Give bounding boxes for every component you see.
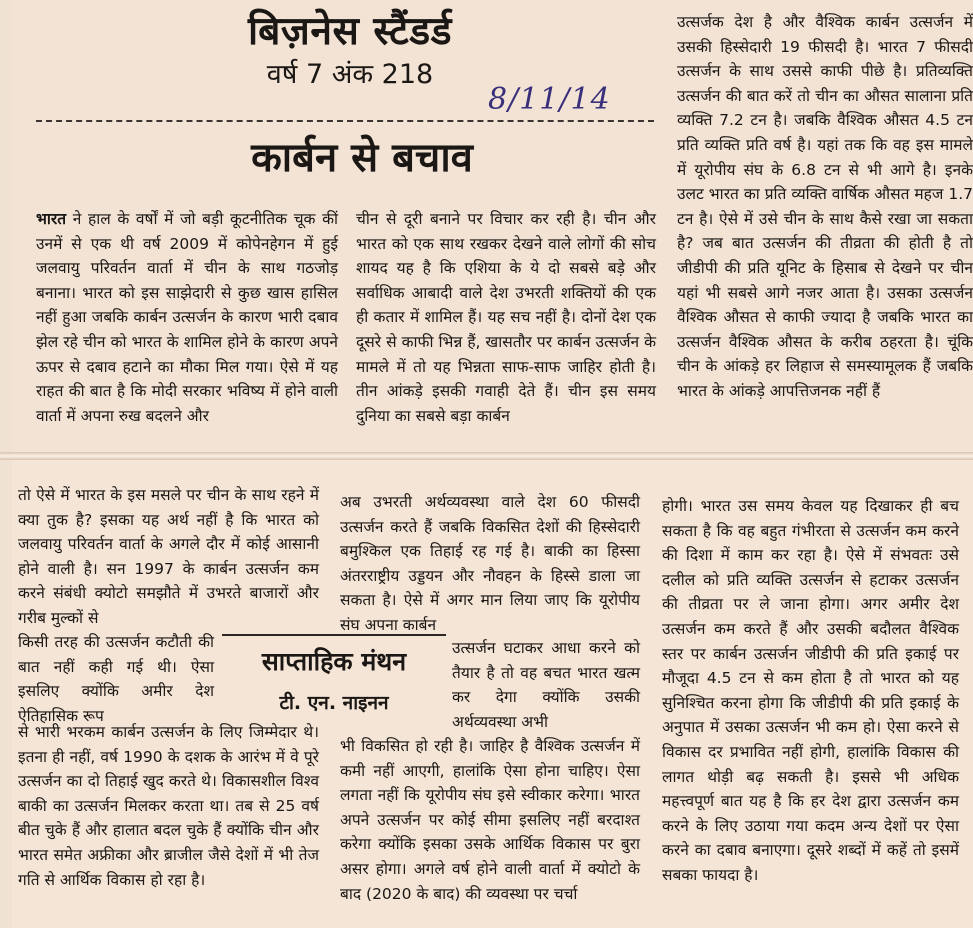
column-text: भी विकसित हो रही है। जाहिर है वैश्विक उत्सर्जन में कमी नहीं आएगी, हालांकि ऐसा होना चाहिए। ऐसा लगता नहीं कि यूरोपीय संघ इसे स्वीकार करेगा। भारत अपने उत्सर्जन पर कोई सीमा इसलिए नहीं बरदाश्त करेगा क्योंकि इसका उसके आर्थिक विकास पर बुरा असर होगा। अगले वर्ष होने वाली वार्ता में क्योटो के बाद (2020 के बाद) की व्यवस्था पर चर्चा (340, 737, 640, 903)
column-text: उत्सर्जन घटाकर आधा करने को तैयार है तो वह बचत भारत खत्म कर देगा क्योंकि उसकी अर्थव्यवस्था अभी (452, 639, 640, 731)
bottom-column-2-bottom (340, 734, 640, 906)
column-text: होगी। भारत उस समय केवल यह दिखाकर ही बच सकता है कि वह बहुत गंभीरता से उत्सर्जन कम करने की दिशा में काम कर रहा है। ऐसे में संभवतः उसे दलील को प्रति व्यक्ति उत्सर्जन से हटाकर उत्सर्जन की तीव्रता पर ले जाना होगा। अगर अमीर देश उत्सर्जन कम करते हैं और उसकी बदौलत वैश्विक स्तर पर कार्बन उत्सर्जन जीडीपी की प्रति इकाई पर मौजूदा 4.5 टन से कम होता है तो भारत को यह सुनिश्चित करना होगा कि जीडीपी की प्रति इकाई के अनुपात में उसका उत्सर्जन भी कम हो। ऐसा करने से विकास दर प्रभावित नहीं होगी, हालांकि विकास की लागत थोड़ी बढ़ सकती है। इससे भी अधिक महत्त्वपूर्ण बात यह है कि हर देश द्वारा उत्सर्जन कम करने के लिए उठाया गया कदम अन्य देशों पर ऐसा करने का दबाव बनाएगा। दूसरे शब्दों में कहें तो इसमें सबका फायदा है। (662, 497, 959, 884)
lead-word: भारत (36, 210, 67, 228)
bottom-column-1-bottom (18, 720, 319, 892)
column-byline-box (222, 634, 446, 718)
bottom-column-1-top (18, 483, 319, 631)
author-name: टी. एन. नाइनन (279, 692, 389, 714)
column-text: किसी तरह की उत्सर्जन कटौती की बात नहीं कही गई थी। ऐसा इसलिए क्योंकि अमीर देश ऐतिहासिक रूप (18, 633, 214, 725)
bottom-column-1-middle (18, 630, 214, 728)
column-text: से भारी भरकम कार्बन उत्सर्जन के लिए जिम्मेदार थे। इतना ही नहीं, वर्ष 1990 के दशक के आरंभ में वे पूरे उत्सर्जन का दो तिहाई खुद करते थे। विकासशील विश्व बाकी का उत्सर्जन मिलकर करता था। तब से 25 वर्ष बीत चुके हैं और हालात बदल चुके हैं क्योंकि चीन और भारत समेत अफ्रीका और ब्राजील जैसे देशों में भी तेज गति से आर्थिक विकास हो रहा है। (18, 723, 319, 889)
bottom-column-2-top (340, 490, 640, 638)
headline: कार्बन से बचाव (251, 135, 473, 181)
article-column-3 (677, 10, 973, 404)
issue-number: वर्ष 7 अंक 218 (266, 59, 434, 90)
column-rule (222, 634, 446, 636)
newspaper-name: बिज़नेस स्टैंडर्ड (248, 9, 452, 54)
article-column-2 (356, 207, 656, 428)
bottom-column-2-middle (452, 636, 640, 734)
clipping-seam (0, 452, 973, 460)
bottom-column-3 (662, 494, 959, 888)
column-name: साप्ताहिक मंथन (261, 647, 407, 676)
column-text: ने हाल के वर्षों में जो बड़ी कूटनीतिक चूक कीं उनमें से एक थी वर्ष 2009 में कोपेनहेगन में हुई जलवायु परिवर्तन वार्ता में चीन के साथ गठजोड़ बनाना। भारत को इस साझेदारी से कुछ खास हासिल नहीं हुआ जबकि कार्बन उत्सर्जन के कारण भारी दबाव झेल रहे चीन को भारत के शामिल होने के कारण अपने ऊपर से दबाव हटाने का मौका मिल गया। ऐसे में यह राहत की बात है कि मोदी सरकार भविष्य में होने वाली वार्ता में अपना रुख बदलने और (36, 210, 338, 425)
column-text: तो ऐसे में भारत के इस मसले पर चीन के साथ रहने में क्या तुक है? इसका यह अर्थ नहीं है कि भारत को जलवायु परिवर्तन वार्ता के अगले दौर में कोई आसानी होने वाली है। सन 1997 के कार्बन उत्सर्जन कम करने संबंधी क्योटो समझौते में उभरते बाजारों और गरीब मुल्कों से (18, 486, 319, 627)
handwritten-date: 8/11/14 (488, 82, 611, 117)
column-text: चीन से दूरी बनाने पर विचार कर रही है। चीन और भारत को एक साथ रखकर देखने वाले लोगों की सोच शायद यह है कि एशिया के ये दो सबसे बड़े और सर्वाधिक आबादी वाले देश उभरती शक्तियों की एक ही कतार में शामिल हैं। यह सच नहीं है। दोनों देश एक दूसरे से काफी भिन्न हैं, खासतौर पर कार्बन उत्सर्जन के मामले में तो यह भिन्नता साफ-साफ जाहिर होती है। तीन आंकड़े इसकी गवाही देते हैं। चीन इस समय दुनिया का सबसे बड़ा कार्बन (356, 210, 656, 425)
dashed-divider (36, 120, 654, 122)
masthead (205, 8, 495, 92)
article-column-1 (36, 207, 338, 428)
column-text: उत्सर्जक देश है और वैश्विक कार्बन उत्सर्जन में उसकी हिस्सेदारी 19 फीसदी है। भारत 7 फीसदी उत्सर्जन के साथ उससे काफी पीछे है। प्रतिव्यक्ति उत्सर्जन की बात करें तो चीन का औसत सालाना प्रति व्यक्ति 7.2 टन है। जबकि वैश्विक औसत 4.5 टन प्रति व्यक्ति प्रति वर्ष है। यहां तक कि वह इस मामले में यूरोपीय संघ के 6.8 टन से भी आगे है। इनके उलट भारत का प्रति व्यक्ति वार्षिक औसत महज 1.7 टन है। ऐसे में उसे चीन के साथ कैसे रखा जा सकता है? जब बात उत्सर्जन की तीव्रता की होती है तो जीडीपी की प्रति यूनिट के हिसाब से देखने पर चीन यहां भी सबसे आगे नजर आता है। उसका उत्सर्जन वैश्विक औसत से काफी ज्यादा है जबकि भारत का उत्सर्जन वैश्विक औसत के करीब ठहरता है। चूंकि चीन के आंकड़े हर लिहाज से समस्यामूलक हैं जबकि भारत के आंकड़े आपत्तिजनक नहीं हैं (677, 13, 973, 400)
column-text: अब उभरती अर्थव्यवस्था वाले देश 60 फीसदी उत्सर्जन करते हैं जबकि विकसित देशों की हिस्सेदारी बमुश्किल एक तिहाई रह गई है। बाकी का हिस्सा अंतरराष्ट्रीय उड्डयन और नौवहन के हिस्से डाला जा सकता है। ऐसे में अगर मान लिया जाए कि यूरोपीय संघ अपना कार्बन (340, 493, 640, 634)
